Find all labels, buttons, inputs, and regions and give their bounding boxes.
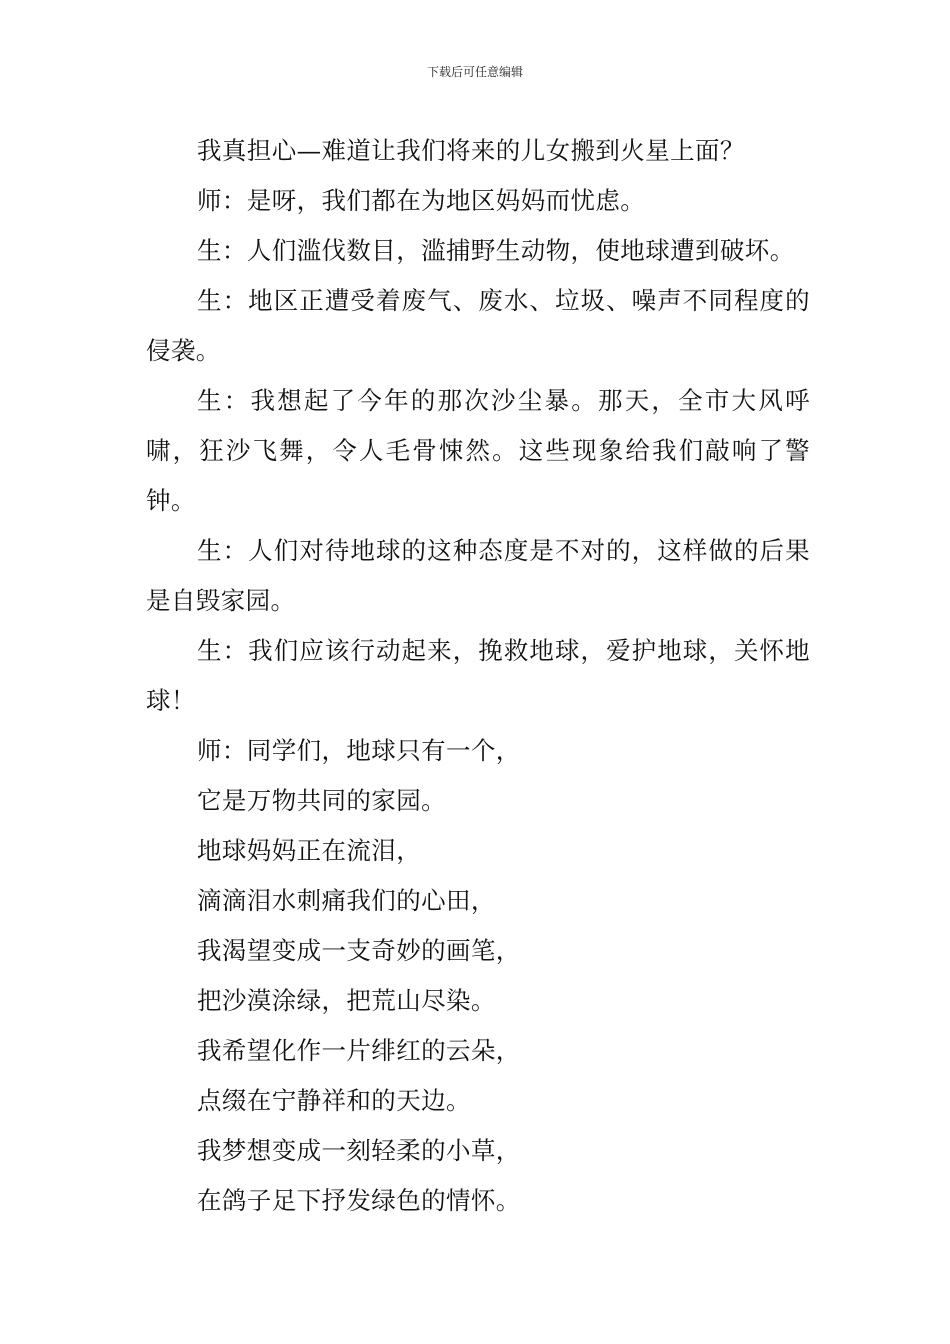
paragraph: 生：我想起了今年的那次沙尘暴。那天，全市大风呼啸，狂沙飞舞，令人毛骨悚然。这些现象给我们敲响了警钟。 xyxy=(146,386,810,515)
poem-line: 我希望化作一片绯红的云朵， xyxy=(197,1036,521,1065)
paragraph: 生：人们滥伐数目，滥捕野生动物，使地球遭到破坏。 xyxy=(197,236,795,265)
poem-line: 在鸽子足下抒发绿色的情怀。 xyxy=(197,1186,521,1215)
poem-line: 滴滴泪水刺痛我们的心田， xyxy=(197,886,496,915)
paragraph: 我真担心—难道让我们将来的儿女搬到火星上面？ xyxy=(197,136,745,165)
poem-line: 它是万物共同的家园。 xyxy=(197,786,446,815)
poem-line: 点缀在宁静祥和的天边。 xyxy=(197,1086,471,1115)
paragraph: 师：是呀，我们都在为地区妈妈而忧虑。 xyxy=(197,186,646,215)
paragraph: 生：人们对待地球的这种态度是不对的，这样做的后果是自毁家园。 xyxy=(146,536,810,615)
poem-line: 地球妈妈正在流泪， xyxy=(197,836,422,865)
paragraph: 生：地区正遭受着废气、废水、垃圾、噪声不同程度的侵袭。 xyxy=(146,286,810,365)
page-header: 下载后可任意编辑 xyxy=(426,65,523,79)
poem-line: 把沙漠涂绿，把荒山尽染。 xyxy=(197,986,496,1015)
poem-line: 我渴望变成一支奇妙的画笔， xyxy=(197,936,521,965)
document-body xyxy=(146,126,810,1226)
paragraph: 生：我们应该行动起来，挽救地球，爱护地球，关怀地球！ xyxy=(146,636,810,715)
poem-line: 我梦想变成一刻轻柔的小草， xyxy=(197,1136,521,1165)
poem xyxy=(146,726,810,1226)
poem-line: 师：同学们，地球只有一个， xyxy=(197,736,521,765)
